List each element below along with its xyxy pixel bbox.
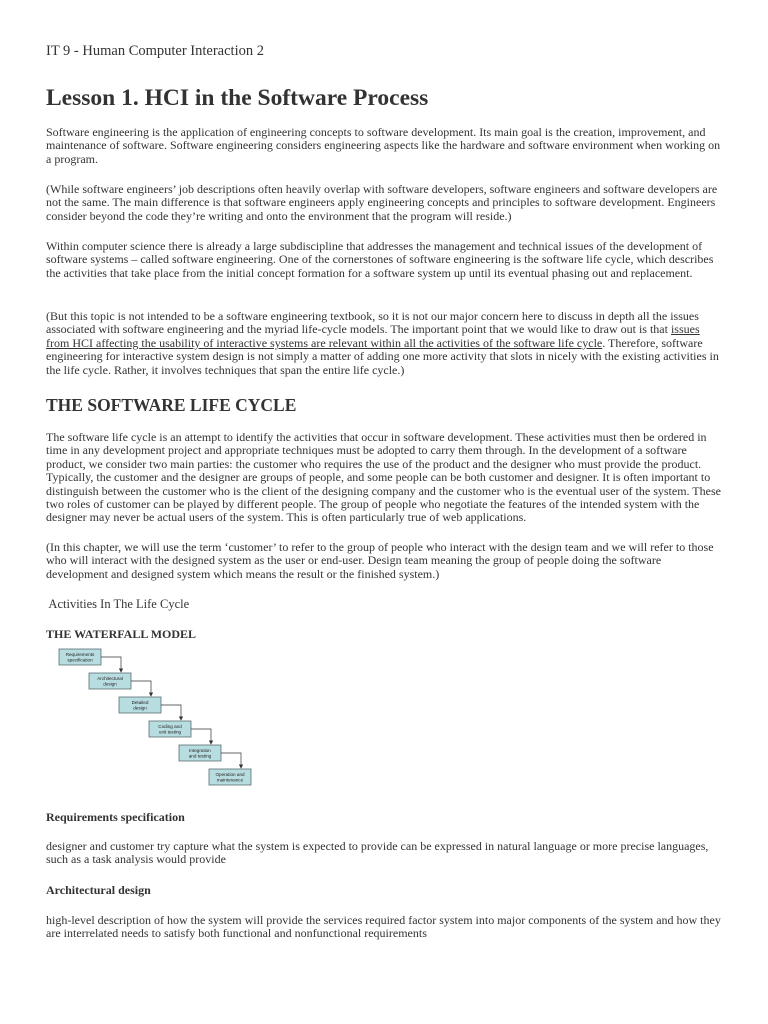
life-cycle-paragraph-2: (In this chapter, we will use the term ‘customer’ to refer to the group of people who interact with the design team and we will refer to those who will interact with the designed system as the user or end-user. Design team meaning the group of people doing the software development and designed system which means the result or the finished system.) [46, 540, 714, 581]
intro-paragraph-4 [46, 310, 722, 377]
intro-paragraph-2: (While software engineers’ job descriptions often heavily overlap with software developers, software engineers and software developers are not the same. The main difference is that software engineers apply engineering concepts and principles to software development. Engineers consider beyond the code they’re writing and onto the environment that the program will reside.) [46, 182, 718, 223]
waterfall-connector-arrow [101, 657, 121, 672]
intro-paragraph-4-end: . Therefore, software engineering for interactive system design is not simply a matter of adding one more activity that slots in nicely with the existing activities in the life cycle. Rather, it involves techniques that span the entire life cycle.) [46, 335, 719, 377]
hci-usability-emphasis: issues from HCI affecting the usability of interactive systems are relevant within all the activities of the software life cycle [46, 322, 700, 350]
waterfall-stage-label: Coding and [158, 723, 182, 729]
waterfall-stage-label: specification [67, 657, 93, 663]
waterfall-heading: THE WATERFALL MODEL [46, 627, 197, 641]
waterfall-stage-label: Integration [189, 747, 211, 753]
waterfall-stage-label: Operation and [215, 771, 245, 777]
requirements-heading: Requirements specification [46, 810, 185, 824]
waterfall-connector-arrow [161, 705, 181, 720]
waterfall-stage-label: Detailed [131, 699, 149, 705]
architectural-heading: Architectural design [46, 883, 151, 897]
requirements-text: designer and customer try capture what the system is expected to provide can be expressed in natural language or more precise languages, such as a task analysis would provide [46, 839, 709, 867]
intro-paragraph-3: Within computer science there is already a large subdiscipline that addresses the management and technical issues of the development of software systems – called software engineering. One of the cornerstones of software engineering is the software life cycle, which describes the activities that take place from the initial concept formation for a software system up until its eventual phasing out and replacement. [46, 239, 714, 280]
waterfall-connector-arrow [221, 753, 241, 768]
waterfall-connector-arrow [131, 681, 151, 696]
architectural-text: high-level description of how the system will provide the services required factor system into major components of the system and how they are interrelated needs to satisfy both functional and nonfunctional requirements [46, 913, 721, 941]
intro-paragraph-1: Software engineering is the application of engineering concepts to software development. Its main goal is the creation, improvement, and maintenance of software. Software engineering considers engineering aspects like the hardware and software environment when working on a program. [46, 125, 721, 166]
activities-label: Activities In The Life Cycle [46, 597, 190, 611]
waterfall-stage-label: unit testing [158, 729, 182, 735]
life-cycle-paragraph-1: The software life cycle is an attempt to identify the activities that occur in software development. These activities must then be ordered in time in any development project and appropriate techniques must be adopted to carry them through. In the development of a software product, we consider two main parties: the customer who requires the use of the product and the designer who must provide the product. Typically, the customer and the designer are groups of people, and some people can be both customer and designer. It is often important to distinguish between the customer who is the client of the designing company and the customer who is the eventual user of the system. These two roles of customer can be played by different people. The group of people who negotiate the features of the intended system with the designer may never be actual users of the system. This is often particularly true of web applications. [46, 430, 721, 525]
waterfall-stage-label: maintenance [216, 777, 244, 783]
course-title: IT 9 - Human Computer Interaction 2 [46, 43, 264, 59]
waterfall-stage-label: Requirements [65, 651, 95, 657]
waterfall-stage-label: and testing [188, 753, 212, 759]
waterfall-stage-label: design [133, 705, 147, 711]
intro-paragraph-4-start: (But this topic is not intended to be a software engineering textbook, so it is not our major concern here to discuss in depth all the issues associated with software engineering and the myriad life-cycle models. The important point that we would like to draw out is that [46, 309, 699, 337]
lesson-title: Lesson 1. HCI in the Software Process [46, 85, 429, 111]
waterfall-connector-arrow [191, 729, 211, 744]
waterfall-stage-label: design [103, 681, 117, 687]
waterfall-stage-label: Architectural [97, 675, 123, 681]
life-cycle-heading: THE SOFTWARE LIFE CYCLE [46, 395, 297, 415]
waterfall-diagram [58, 647, 258, 787]
